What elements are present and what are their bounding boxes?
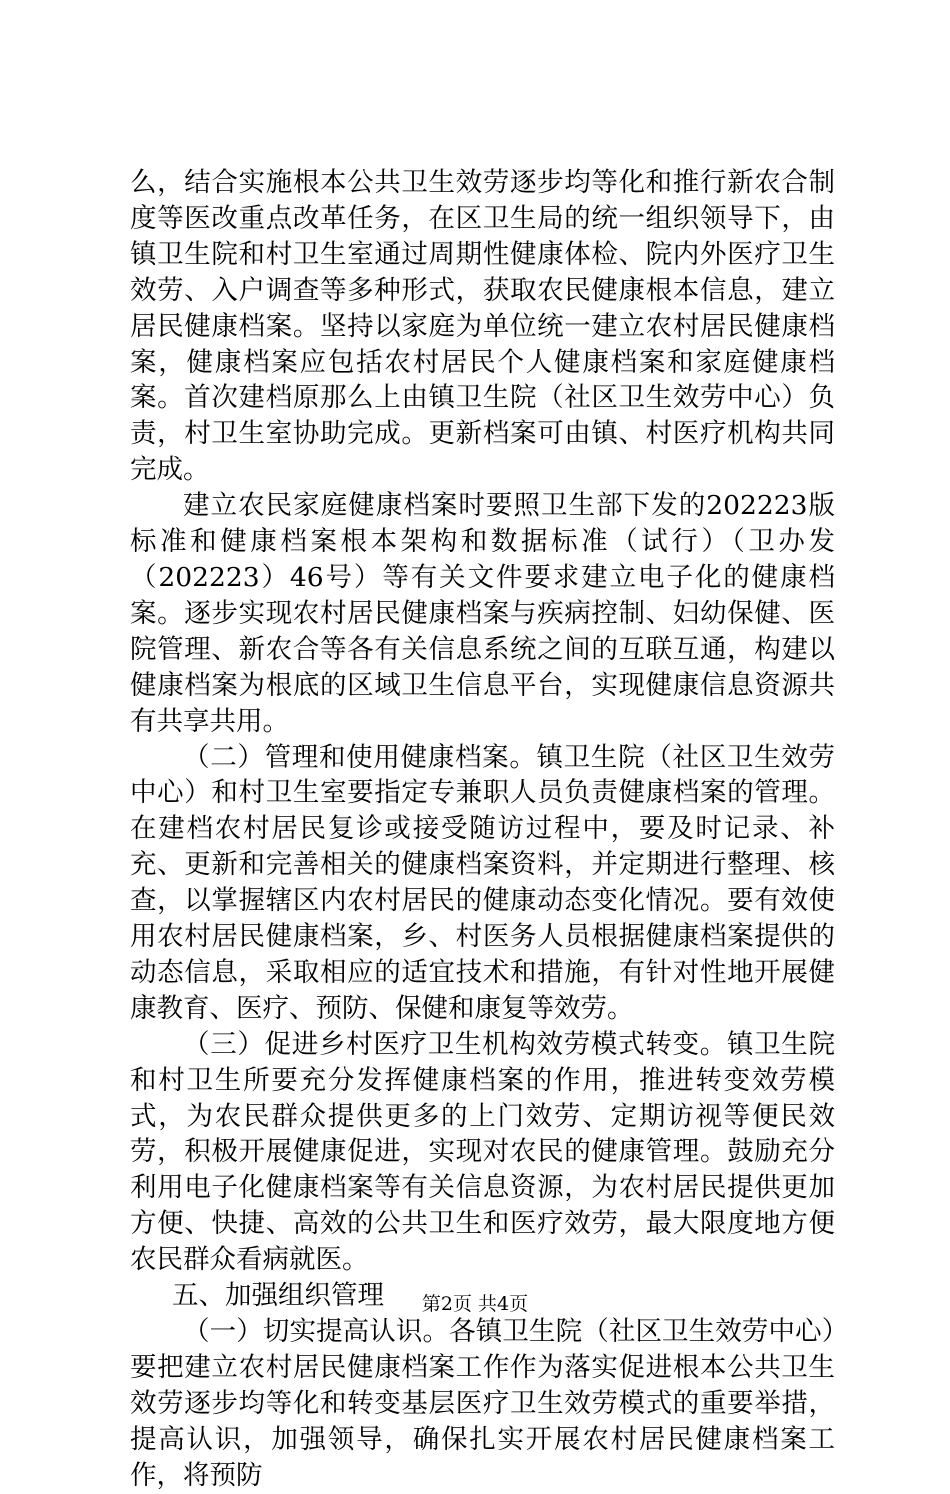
paragraph-raise-awareness: （一）切实提高认识。各镇卫生院（社区卫生效劳中心）要把建立农村居民健康档案工作作为落实促进根本公共卫生效劳逐步均等化和转变基层医疗卫生效劳模式的重要举措，提高认识，加强领导，确保扎实开展农村居民健康档案工作，将预防 (130, 1316, 835, 1491)
paragraph-manage-records: （二）管理和使用健康档案。镇卫生院（社区卫生效劳中心）和村卫生室要指定专兼职人员负责健康档案的管理。在建档农村居民复诊或接受随访过程中，要及时记录、补充、更新和完善相关的健康档案资料，并定期进行整理、核查，以掌握辖区内农村居民的健康动态变化情况。要有效使用农村居民健康档案，乡、村医务人员根据健康档案提供的动态信息，采取相应的适宜技术和措施，有针对性地开展健康教育、医疗、预防、保健和康复等效劳。 (130, 741, 835, 1024)
paragraph-continuation: 么，结合实施根本公共卫生效劳逐步均等化和推行新农合制度等医改重点改革任务，在区卫生局的统一组织领导下，由镇卫生院和村卫生室通过周期性健康体检、院内外医疗卫生效劳、入户调查等多种形式，获取农民健康根本信息，建立居民健康档案。坚持以家庭为单位统一建立农村居民健康档案，健康档案应包括农村居民个人健康档案和家庭健康档案。首次建档原那么上由镇卫生院（社区卫生效劳中心）负责，村卫生室协助完成。更新档案可由镇、村医疗机构共同完成。 (130, 167, 835, 486)
paragraph-electronic-records: 建立农民家庭健康档案时要照卫生部下发的202223版标准和健康档案根本架构和数据标准（试行）（卫办发（202223）46号）等有关文件要求建立电子化的健康档案。逐步实现农村居民健康档案与疾病控制、妇幼保健、医院管理、新农合等各有关信息系统之间的互联互通，构建以健康档案为根底的区域卫生信息平台，实现健康信息资源共有共享共用。 (130, 490, 835, 737)
paragraph-service-model: （三）促进乡村医疗卫生机构效劳模式转变。镇卫生院和村卫生所要充分发挥健康档案的作用，推进转变效劳模式，为农民群众提供更多的上门效劳、定期访视等便民效劳，积极开展健康促进，实现对农民的健康管理。鼓励充分利用电子化健康档案等有关信息资源，为农村居民提供更加方便、快捷、高效的公共卫生和医疗效劳，最大限度地方便农民群众看病就医。 (130, 1028, 835, 1276)
section-heading: 五、加强组织管理 (172, 1280, 384, 1312)
page-footer: 第2页 共4页 (421, 1293, 529, 1315)
